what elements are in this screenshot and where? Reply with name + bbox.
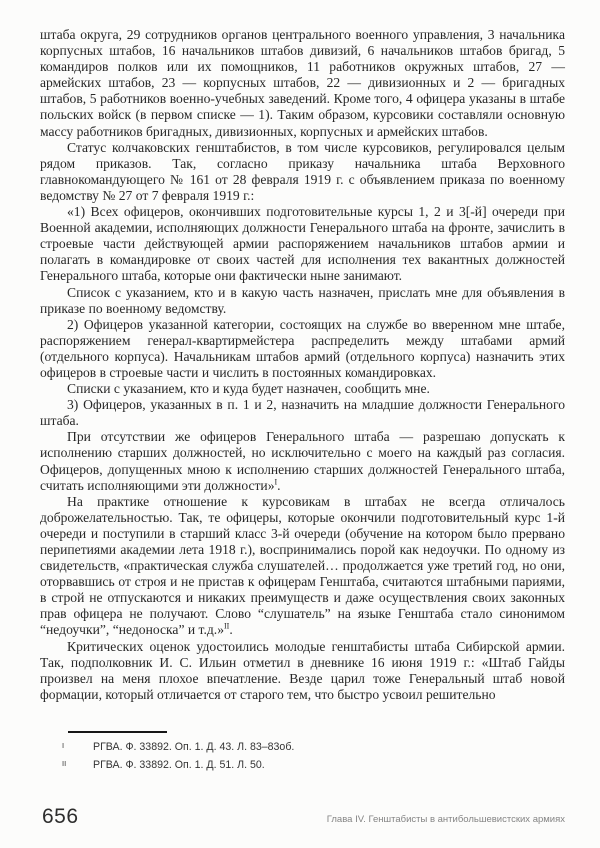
footnotes xyxy=(40,731,565,777)
paragraph: штаба округа, 29 сотрудников органов центрального военного управления, 3 начальника корпусных штабов, 16 начальников штабов дивизий, 6 начальников штабов бригад, 5 командиров полков или их помощников, 11 работников окружных штабов, 27 — армейских штабов, 23 — корпусных штабов, 22 — дивизионных и 2 — бригадных штабов, 5 работников военно-учебных заведений. Кроме того, 4 офицера указаны в штабе польских войск (в первом списке — 1). Таким образом, курсовики составляли основную массу работников бригадных, дивизионных, корпусных и армейских штабов. xyxy=(40,27,565,139)
footnote-separator xyxy=(68,731,167,733)
footnote xyxy=(40,741,565,754)
paragraph: При отсутствии же офицеров Генерального штаба — разрешаю допускать к исполнению старших должностей, но исключительно с моего на каждый раз согласия. Офицеров, допущенных мною к исполнению старших должностей Генерального штаба, считать исполняющими эти должности»$^I$. xyxy=(40,429,565,493)
body-text xyxy=(40,27,565,703)
footnote-text: РГВА. Ф. 33892. Оп. 1. Д. 51. Л. 50. xyxy=(93,759,265,771)
footnote-reference-marker: I xyxy=(274,477,278,487)
footnote-text: РГВА. Ф. 33892. Оп. 1. Д. 43. Л. 83–83об. xyxy=(93,741,295,753)
paragraph: На практике отношение к курсовикам в штабах не всегда отличалось доброжелательностью. Так, те офицеры, которые окончили подготовительный курс 1-й очереди и поступили в старший класс 3-й очереди (обучение на котором было прервано перипетиями академии лета 1918 г.), воспринимались порой как недоучки. По одному из свидетельств, «практическая служба слушателей… продолжается уже третий год, но они, оторвавшись от строя и не пристав к офицерам Генштаба, считаются штабными париями, в строй не отпускаются и никаких преимуществ и даже осуществления своих законных прав офицера не получают. Слово “слушатель” на языке Генштаба стало синонимом “недоучки”, “недоноска” и т.д.»$^{II}$. xyxy=(40,493,565,638)
paragraph: Статус колчаковских генштабистов, в том числе курсовиков, регулировался целым рядом приказов. Так, согласно приказу начальника штаба Верховного главнокомандующего № 161 от 28 февраля 1919 г. с объявлением приказа по военному ведомству № 27 от 7 февраля 1919 г.: xyxy=(40,139,565,203)
footnote-reference-marker: II xyxy=(224,621,230,631)
running-title: Глава IV. Генштабисты в антибольшевистских армиях xyxy=(326,814,565,825)
paragraph: Список с указанием, кто и в какую часть назначен, прислать мне для объявления в приказе по военному ведомству. xyxy=(40,284,565,316)
paragraph: «1) Всех офицеров, окончивших подготовительные курсы 1, 2 и 3[-й] очереди при Военной академии, исполняющих должности Генерального штаба на фронте, зачислить в строевые части действующей армии распоряжением начальников штабов армии и полагать в командировке от своих частей для исполнения тех вакантных должностей Генерального штаба, которые они фактически ныне занимают. xyxy=(40,204,565,284)
paragraph: 3) Офицеров, указанных в п. 1 и 2, назначить на младшие должности Генерального штаба. xyxy=(40,397,565,429)
footnote-marker: II xyxy=(62,759,67,768)
paragraph: 2) Офицеров указанной категории, состоящих на службе во вверенном мне штабе, распоряжением генерал-квартирмейстера распределить между штабами армий (отдельного корпуса). Начальникам штабов армий (отдельного корпуса) назначить этих офицеров в строевые части и числить в постоянных командировках. xyxy=(40,316,565,380)
paragraph: Критических оценок удостоились молодые генштабисты штаба Сибирской армии. Так, подполковник И. С. Ильин отметил в дневнике 16 июня 1919 г.: «Штаб Гайды произвел на меня плохое впечатление. Везде царил тоже Генеральный штаб новой формации, который отличается от старого тем, что быстро усвоил решительно xyxy=(40,638,565,702)
footnote xyxy=(40,759,565,772)
paragraph: Списки с указанием, кто и куда будет назначен, сообщить мне. xyxy=(67,381,430,397)
footnote-marker: I xyxy=(62,741,65,750)
page-number: 656 xyxy=(42,805,79,828)
footnotes-list xyxy=(40,741,565,772)
